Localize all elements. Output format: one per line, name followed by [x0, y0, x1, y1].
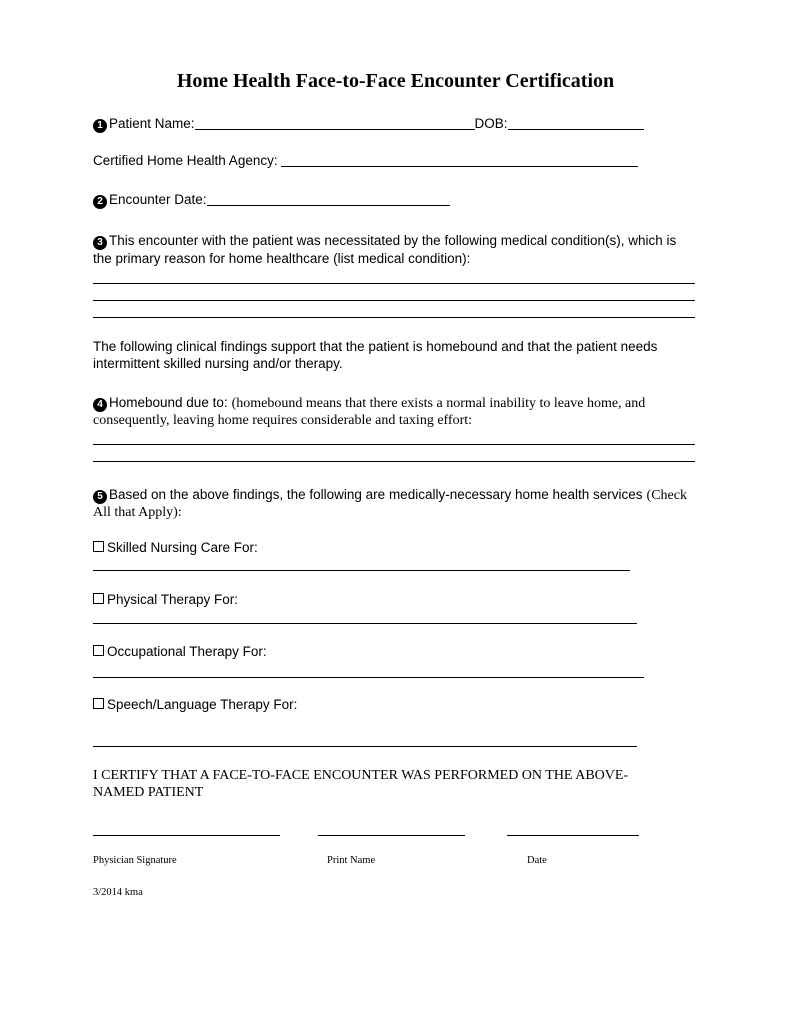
condition-prompt — [93, 232, 703, 267]
agency-field[interactable] — [281, 153, 638, 167]
findings-text — [93, 338, 713, 372]
page-title: Home Health Face-to-Face Encounter Certification — [176, 70, 615, 92]
date-line[interactable] — [507, 835, 639, 836]
skilled-nursing-line[interactable] — [93, 570, 630, 571]
service-physical-therapy — [93, 592, 238, 607]
certify-line1: I CERTIFY THAT A FACE-TO-FACE ENCOUNTER WAS PERFORMED ON THE ABOVE- — [93, 768, 629, 783]
homebound-desc1: (homebound means that there exists a normal inability to leave home, and — [231, 396, 646, 411]
encounter-date-row — [93, 192, 450, 209]
services-line1-check: (Check — [646, 488, 687, 503]
findings-line1: The following clinical findings support that the patient is homebound and that the patient needs — [93, 339, 658, 354]
homebound-prompt — [93, 394, 713, 429]
services-line1: Based on the above findings, the following are medically-necessary home health services — [109, 487, 643, 502]
patient-name-field[interactable] — [195, 116, 475, 130]
homebound-desc2: consequently, leaving home requires considerable and taxing effort: — [93, 413, 473, 428]
physical-therapy-line[interactable] — [93, 623, 637, 624]
occupational-therapy-line[interactable] — [93, 677, 644, 678]
speech-therapy-line[interactable] — [93, 746, 637, 747]
agency-label: Certified Home Health Agency: — [93, 153, 278, 168]
skilled-nursing-checkbox[interactable] — [93, 541, 104, 552]
physical-therapy-checkbox[interactable] — [93, 593, 104, 604]
condition-prompt-line1: This encounter with the patient was necessitated by the following medical condition(s), which is — [109, 233, 677, 248]
physician-signature-label: Physician Signature — [93, 855, 177, 866]
homebound-line-2[interactable] — [93, 461, 695, 462]
service-occupational-therapy — [93, 644, 267, 659]
encounter-date-field[interactable] — [207, 192, 450, 206]
number-4-icon: 4 — [93, 398, 107, 412]
condition-line-2[interactable] — [93, 300, 695, 301]
footer-version: 3/2014 kma — [93, 887, 143, 898]
number-5-icon: 5 — [93, 490, 107, 504]
number-2-icon: 2 — [93, 195, 107, 209]
certification-statement — [93, 767, 713, 801]
condition-line-1[interactable] — [93, 283, 695, 284]
patient-name-label: Patient Name: — [109, 116, 195, 131]
homebound-line-1[interactable] — [93, 444, 695, 445]
date-label: Date — [527, 855, 547, 866]
occupational-therapy-checkbox[interactable] — [93, 645, 104, 656]
condition-prompt-line2: the primary reason for home healthcare (list medical condition): — [93, 251, 471, 266]
homebound-label: Homebound due to: — [109, 395, 228, 410]
number-1-icon: 1 — [93, 119, 107, 133]
condition-line-3[interactable] — [93, 317, 695, 318]
speech-therapy-label: Speech/Language Therapy For: — [107, 697, 298, 712]
service-speech-therapy — [93, 697, 297, 712]
dob-field[interactable] — [508, 116, 644, 130]
findings-line2: intermittent skilled nursing and/or therapy. — [93, 356, 343, 371]
patient-name-row — [93, 116, 644, 133]
services-prompt — [93, 486, 713, 521]
speech-therapy-checkbox[interactable] — [93, 698, 104, 709]
dob-label: DOB: — [474, 116, 508, 131]
service-skilled-nursing — [93, 540, 258, 555]
physician-signature-line[interactable] — [93, 835, 280, 836]
skilled-nursing-label: Skilled Nursing Care For: — [107, 540, 258, 555]
agency-row — [93, 153, 638, 168]
print-name-label: Print Name — [327, 855, 376, 866]
occupational-therapy-label: Occupational Therapy For: — [107, 644, 267, 659]
services-line2: All that Apply): — [93, 505, 182, 520]
physical-therapy-label: Physical Therapy For: — [107, 592, 239, 607]
certify-line2: NAMED PATIENT — [93, 785, 204, 800]
number-3-icon: 3 — [93, 236, 107, 250]
encounter-date-label: Encounter Date: — [109, 192, 207, 207]
print-name-line[interactable] — [318, 835, 465, 836]
